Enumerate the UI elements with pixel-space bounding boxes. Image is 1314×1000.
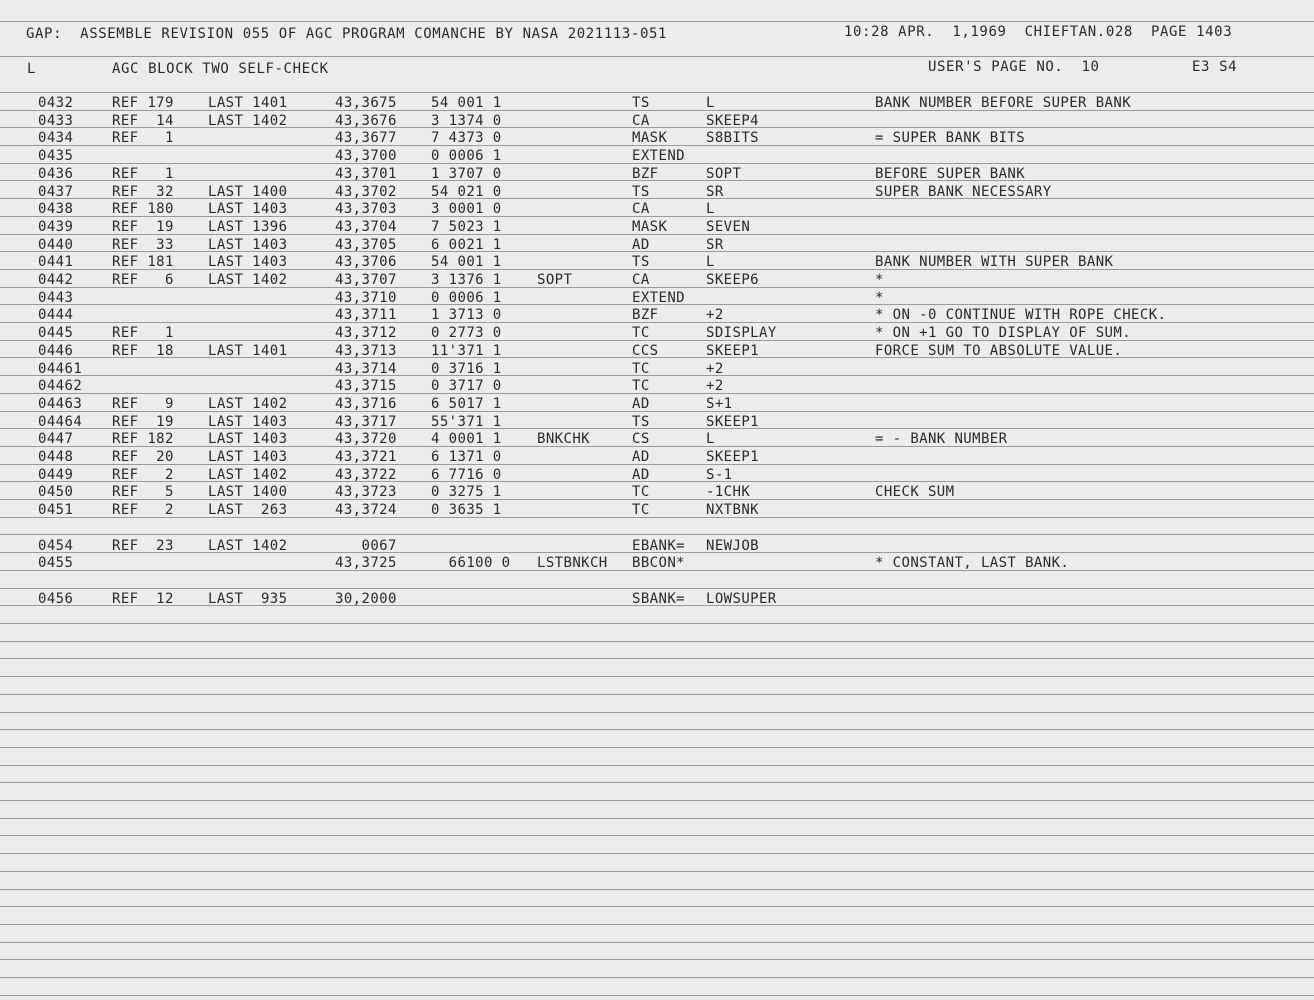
octal-code: 0 3635 1: [431, 502, 502, 519]
rule-line: [0, 658, 1314, 659]
octal-code: 6 0021 1: [431, 236, 502, 253]
ref-count: REF 2: [112, 466, 174, 483]
opcode: TC: [632, 325, 650, 342]
memory-address: 0067: [335, 537, 397, 554]
memory-address: 43,3676: [335, 112, 397, 129]
memory-address: 43,3710: [335, 289, 397, 306]
operand: SKEEP4: [706, 112, 759, 129]
comment: CHECK SUM: [875, 484, 955, 501]
ref-count: REF 5: [112, 484, 174, 501]
ref-count: REF 180: [112, 201, 174, 218]
rule-line: [0, 499, 1314, 500]
last-ref: LAST 1400: [208, 183, 288, 200]
last-ref: LAST 1402: [208, 272, 288, 288]
memory-address: 43,3707: [335, 272, 397, 288]
ref-count: REF 19: [112, 218, 174, 235]
ref-count: REF 182: [112, 431, 174, 448]
line-number: 0433: [38, 112, 74, 129]
opcode: TS: [632, 254, 650, 271]
line-number: 0454: [38, 537, 74, 554]
line-number: 04461: [38, 360, 83, 377]
rule-line: [0, 712, 1314, 713]
rule-line: [0, 588, 1314, 589]
rule-line: [0, 747, 1314, 748]
opcode: BBCON*: [632, 555, 685, 572]
comment: FORCE SUM TO ABSOLUTE VALUE.: [875, 342, 1123, 359]
opcode: AD: [632, 466, 650, 483]
log-section-code: E3 S4: [1192, 59, 1238, 75]
operand: L: [706, 254, 715, 271]
rule-line: [0, 464, 1314, 465]
operand: SR: [706, 236, 724, 253]
rule-line: [0, 517, 1314, 518]
octal-code: 6 5017 1: [431, 395, 502, 412]
memory-address: 43,3700: [335, 148, 397, 165]
rule-line: [0, 21, 1314, 22]
comment: *: [875, 272, 884, 288]
memory-address: 43,3706: [335, 254, 397, 271]
memory-address: 43,3724: [335, 502, 397, 519]
opcode: MASK: [632, 218, 668, 235]
last-ref: LAST 1403: [208, 254, 288, 271]
ref-count: REF 33: [112, 236, 174, 253]
memory-address: 43,3714: [335, 360, 397, 377]
rule-line: [0, 995, 1314, 996]
operand: L: [706, 201, 715, 218]
location-label: BNKCHK: [537, 431, 590, 448]
opcode: TC: [632, 378, 650, 395]
memory-address: 43,3721: [335, 449, 397, 465]
last-ref: LAST 263: [208, 502, 288, 519]
operand: +2: [706, 307, 724, 324]
octal-code: 54 021 0: [431, 183, 502, 200]
last-ref: LAST 1401: [208, 95, 288, 111]
rule-line: [0, 375, 1314, 376]
ref-count: REF 12: [112, 590, 174, 607]
rule-line: [0, 446, 1314, 447]
comment: BEFORE SUPER BANK: [875, 165, 1026, 182]
line-number: 0449: [38, 466, 74, 483]
line-number: 0434: [38, 130, 74, 147]
comment: BANK NUMBER WITH SUPER BANK: [875, 254, 1114, 271]
opcode: CS: [632, 431, 650, 448]
opcode: TC: [632, 484, 650, 501]
opcode: MASK: [632, 130, 668, 147]
octal-code: 0 3717 0: [431, 378, 502, 395]
section-title: AGC BLOCK TWO SELF-CHECK: [112, 61, 329, 77]
opcode: TC: [632, 502, 650, 519]
operand: LOWSUPER: [706, 590, 777, 607]
line-number: 0438: [38, 201, 74, 218]
line-number: 0451: [38, 502, 74, 519]
octal-code: 66100 0: [431, 555, 511, 572]
rule-line: [0, 782, 1314, 783]
last-ref: LAST 1403: [208, 236, 288, 253]
ref-count: REF 9: [112, 395, 174, 412]
line-number: 0444: [38, 307, 74, 324]
line-number: 0455: [38, 555, 74, 572]
octal-code: 54 001 1: [431, 254, 502, 271]
rule-line: [0, 871, 1314, 872]
rule-line: [0, 835, 1314, 836]
line-number: 0439: [38, 218, 74, 235]
opcode: SBANK=: [632, 590, 685, 607]
line-number: 04462: [38, 378, 83, 395]
rule-line: [0, 251, 1314, 252]
memory-address: 43,3712: [335, 325, 397, 342]
operand: SKEEP1: [706, 413, 759, 430]
operand: S+1: [706, 395, 733, 412]
memory-address: 43,3717: [335, 413, 397, 430]
memory-address: 43,3713: [335, 342, 397, 359]
octal-code: 3 1374 0: [431, 112, 502, 129]
ref-count: REF 181: [112, 254, 174, 271]
octal-code: 7 4373 0: [431, 130, 502, 147]
operand: SDISPLAY: [706, 325, 777, 342]
last-ref: LAST 1402: [208, 395, 288, 412]
memory-address: 43,3715: [335, 378, 397, 395]
comment: * CONSTANT, LAST BANK.: [875, 555, 1070, 572]
line-number: 0445: [38, 325, 74, 342]
line-number: 0435: [38, 148, 74, 165]
opcode: CA: [632, 112, 650, 129]
operand: NXTBNK: [706, 502, 759, 519]
line-number: 0443: [38, 289, 74, 306]
memory-address: 43,3701: [335, 165, 397, 182]
octal-code: 55'371 1: [431, 413, 502, 430]
octal-code: 6 7716 0: [431, 466, 502, 483]
subheader-marker: L: [27, 61, 37, 77]
opcode: EXTEND: [632, 148, 685, 165]
comment: = SUPER BANK BITS: [875, 130, 1026, 147]
octal-code: 0 2773 0: [431, 325, 502, 342]
listing-header-date: 10:28 APR. 1,1969 CHIEFTAN.028 PAGE 1403: [844, 24, 1233, 40]
opcode: CA: [632, 201, 650, 218]
octal-code: 7 5023 1: [431, 218, 502, 235]
opcode: BZF: [632, 165, 659, 182]
opcode: CCS: [632, 342, 659, 359]
rule-line: [0, 765, 1314, 766]
comment: SUPER BANK NECESSARY: [875, 183, 1052, 200]
rule-line: [0, 676, 1314, 677]
rule-line: [0, 906, 1314, 907]
rule-line: [0, 694, 1314, 695]
line-number: 0447: [38, 431, 74, 448]
operand: S-1: [706, 466, 733, 483]
memory-address: 43,3720: [335, 431, 397, 448]
operand: NEWJOB: [706, 537, 759, 554]
opcode: TS: [632, 95, 650, 111]
octal-code: 11'371 1: [431, 342, 502, 359]
comment: = - BANK NUMBER: [875, 431, 1008, 448]
rule-line: [0, 729, 1314, 730]
rule-line: [0, 623, 1314, 624]
operand: SKEEP1: [706, 449, 759, 465]
memory-address: 43,3725: [335, 555, 397, 572]
octal-code: 6 1371 0: [431, 449, 502, 465]
ref-count: REF 14: [112, 112, 174, 129]
ref-count: REF 32: [112, 183, 174, 200]
ref-count: REF 179: [112, 95, 174, 111]
ref-count: REF 6: [112, 272, 174, 288]
line-number: 0446: [38, 342, 74, 359]
last-ref: LAST 1402: [208, 466, 288, 483]
rule-line: [0, 411, 1314, 412]
location-label: LSTBNKCH: [537, 555, 608, 572]
memory-address: 43,3705: [335, 236, 397, 253]
operand: -1CHK: [706, 484, 751, 501]
last-ref: LAST 1402: [208, 537, 288, 554]
operand: L: [706, 95, 715, 111]
rule-line: [0, 92, 1314, 93]
line-number: 0450: [38, 484, 74, 501]
operand: SR: [706, 183, 724, 200]
opcode: TS: [632, 183, 650, 200]
octal-code: 1 3713 0: [431, 307, 502, 324]
line-number: 04464: [38, 413, 83, 430]
memory-address: 43,3716: [335, 395, 397, 412]
last-ref: LAST 1403: [208, 431, 288, 448]
opcode: BZF: [632, 307, 659, 324]
operand: +2: [706, 378, 724, 395]
octal-code: 3 0001 0: [431, 201, 502, 218]
last-ref: LAST 1403: [208, 413, 288, 430]
opcode: AD: [632, 395, 650, 412]
rule-line: [0, 481, 1314, 482]
ref-count: REF 2: [112, 502, 174, 519]
octal-code: 0 3716 1: [431, 360, 502, 377]
rule-line: [0, 287, 1314, 288]
octal-code: 54 001 1: [431, 95, 502, 111]
opcode: AD: [632, 449, 650, 465]
rule-line: [0, 924, 1314, 925]
memory-address: 43,3677: [335, 130, 397, 147]
last-ref: LAST 1403: [208, 449, 288, 465]
operand: +2: [706, 360, 724, 377]
ref-count: REF 20: [112, 449, 174, 465]
memory-address: 30,2000: [335, 590, 397, 607]
line-number: 0436: [38, 165, 74, 182]
user-page-number: USER'S PAGE NO. 10: [928, 59, 1100, 75]
line-number: 0432: [38, 95, 74, 111]
ref-count: REF 1: [112, 325, 174, 342]
location-label: SOPT: [537, 272, 573, 288]
ref-count: REF 18: [112, 342, 174, 359]
octal-code: 4 0001 1: [431, 431, 502, 448]
rule-line: [0, 641, 1314, 642]
operand: S8BITS: [706, 130, 759, 147]
rule-line: [0, 977, 1314, 978]
octal-code: 0 3275 1: [431, 484, 502, 501]
last-ref: LAST 935: [208, 590, 288, 607]
ref-count: REF 1: [112, 130, 174, 147]
line-number: 04463: [38, 395, 83, 412]
octal-code: 1 3707 0: [431, 165, 502, 182]
opcode: EBANK=: [632, 537, 685, 554]
rule-line: [0, 428, 1314, 429]
rule-line: [0, 56, 1314, 57]
comment: BANK NUMBER BEFORE SUPER BANK: [875, 95, 1132, 111]
opcode: TS: [632, 413, 650, 430]
comment: * ON +1 GO TO DISPLAY OF SUM.: [875, 325, 1132, 342]
last-ref: LAST 1400: [208, 484, 288, 501]
rule-line: [0, 800, 1314, 801]
rule-line: [0, 959, 1314, 960]
ref-count: REF 19: [112, 413, 174, 430]
line-number: 0441: [38, 254, 74, 271]
opcode: CA: [632, 272, 650, 288]
memory-address: 43,3711: [335, 307, 397, 324]
operand: SEVEN: [706, 218, 751, 235]
comment: * ON -0 CONTINUE WITH ROPE CHECK.: [875, 307, 1167, 324]
operand: L: [706, 431, 715, 448]
ref-count: REF 1: [112, 165, 174, 182]
line-number: 0442: [38, 272, 74, 288]
line-number: 0440: [38, 236, 74, 253]
octal-code: 3 1376 1: [431, 272, 502, 288]
opcode: TC: [632, 360, 650, 377]
memory-address: 43,3703: [335, 201, 397, 218]
last-ref: LAST 1401: [208, 342, 288, 359]
line-number: 0456: [38, 590, 74, 607]
rule-line: [0, 216, 1314, 217]
last-ref: LAST 1396: [208, 218, 288, 235]
rule-line: [0, 889, 1314, 890]
last-ref: LAST 1402: [208, 112, 288, 129]
listing-header: GAP: ASSEMBLE REVISION 055 OF AGC PROGRAM COMANCHE BY NASA 2021113-051: [26, 26, 668, 42]
line-number: 0448: [38, 449, 74, 465]
memory-address: 43,3722: [335, 466, 397, 483]
octal-code: 0 0006 1: [431, 148, 502, 165]
line-number: 0437: [38, 183, 74, 200]
last-ref: LAST 1403: [208, 201, 288, 218]
memory-address: 43,3702: [335, 183, 397, 200]
operand: SOPT: [706, 165, 742, 182]
memory-address: 43,3675: [335, 95, 397, 111]
memory-address: 43,3723: [335, 484, 397, 501]
opcode: EXTEND: [632, 289, 685, 306]
rule-line: [0, 127, 1314, 128]
rule-line: [0, 534, 1314, 535]
opcode: AD: [632, 236, 650, 253]
rule-line: [0, 818, 1314, 819]
rule-line: [0, 269, 1314, 270]
octal-code: 0 0006 1: [431, 289, 502, 306]
operand: SKEEP1: [706, 342, 759, 359]
memory-address: 43,3704: [335, 218, 397, 235]
rule-line: [0, 853, 1314, 854]
rule-line: [0, 393, 1314, 394]
rule-line: [0, 198, 1314, 199]
rule-line: [0, 942, 1314, 943]
ref-count: REF 23: [112, 537, 174, 554]
comment: *: [875, 289, 884, 306]
operand: SKEEP6: [706, 272, 759, 288]
